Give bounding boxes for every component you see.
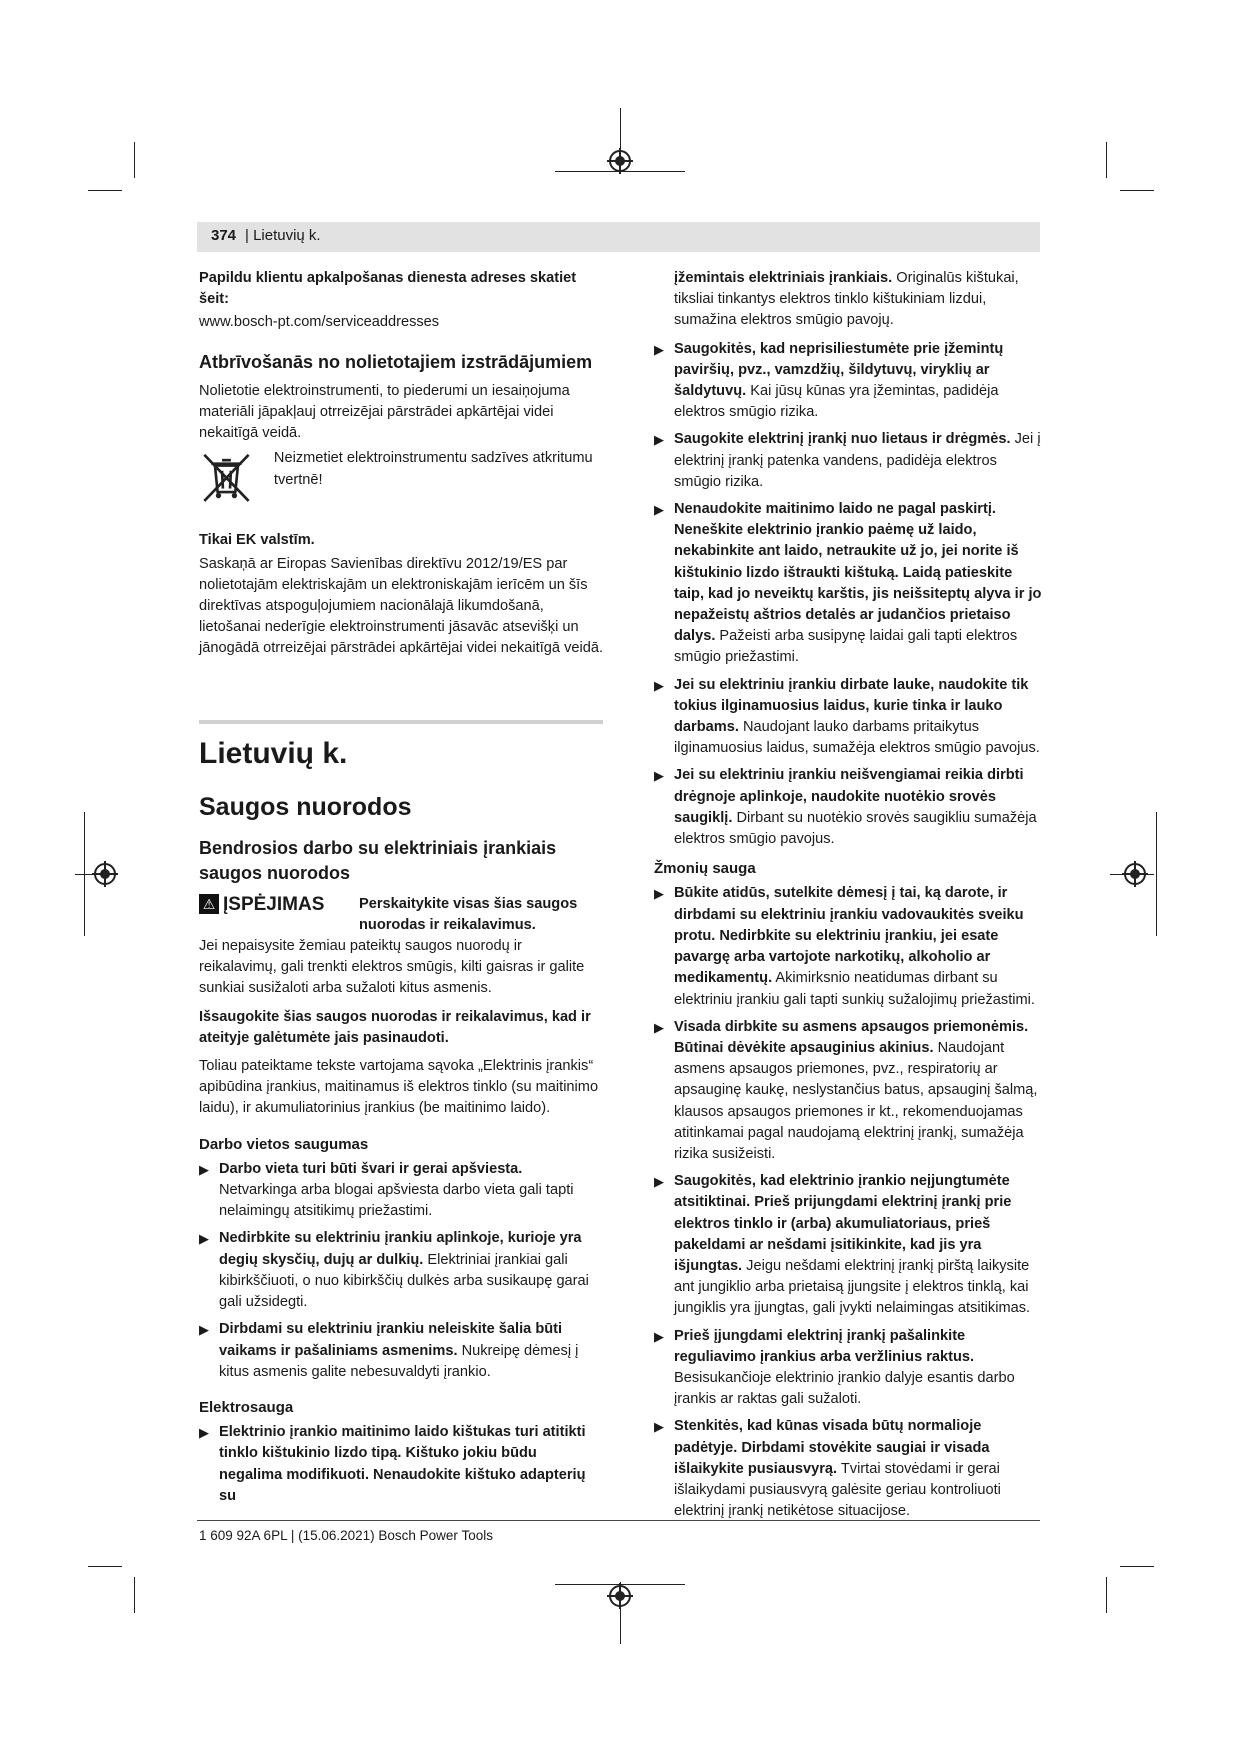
bullet-arrow-icon: ▶ [199, 1161, 209, 1177]
bullet-arrow-icon: ▶ [654, 886, 664, 902]
list-item [199, 1319, 603, 1383]
registration-line [1156, 812, 1157, 936]
list-item [654, 1171, 1042, 1319]
item-text: Elektriniai įrankiai gali kibirkščiuoti, o nuo kibirkščių dulkės arba susikaupę garai gali užsidegti. [219, 1251, 589, 1311]
service-url: www.bosch-pt.com/serviceaddresses [199, 314, 440, 331]
bullet-arrow-icon: ▶ [654, 677, 664, 693]
bullet-arrow-icon: ▶ [654, 502, 664, 518]
crop-mark [88, 1566, 122, 1567]
page-header [197, 222, 1040, 252]
item-bold: Jei su elektriniu įrankiu dirbate lauke, naudokite tik tokius ilginamuosius laidus, kurie tinka ir lauko darbams. [674, 676, 1029, 736]
registration-mark-icon [1124, 863, 1146, 885]
crop-mark [134, 142, 135, 178]
section-divider [199, 720, 603, 724]
registration-mark-icon [609, 150, 631, 172]
bullet-arrow-icon: ▶ [199, 1322, 209, 1338]
item-bold: Visada dirbkite su asmens apsaugos priemonėmis. Būtinai dėvėkite apsauginius akinius. [674, 1018, 1029, 1056]
item-text: Naudojant lauko darbams pritaikytus ilginamuosius laidus, sumažėja elektros smūgio pavojus. [674, 719, 1040, 757]
personal-safety-heading: Žmonių sauga [654, 860, 756, 878]
list-item [654, 1017, 1042, 1165]
list-item [654, 1326, 1042, 1411]
bullet-arrow-icon: ▶ [654, 341, 664, 357]
registration-mark-icon [94, 863, 116, 885]
list-item [654, 675, 1042, 760]
item-text: Kai jūsų kūnas yra įžemintas, padidėja elektros smūgio rizika. [674, 383, 999, 421]
list-item [199, 1422, 603, 1507]
item-text: Naudojant asmens apsaugos priemones, pvz., respiratorių ar apsauginę kaukę, neslystančius batus, apsauginį šalmą, klausos apsaugos priemones ir kt., rekomenduojamas atitinkamai pagal naudojamą elektrinį įrankį, sumažėja rizika susižeisti. [674, 1039, 1038, 1162]
bullet-arrow-icon: ▶ [199, 1231, 209, 1247]
warning-block [199, 894, 603, 936]
keep-instructions: Išsaugokite šias saugos nuorodas ir reikalavimus, kad ir ateityje galėtumėte jais pasinaudoti. [199, 1008, 591, 1046]
item-text: Nukreipę dėmesį į kitus asmenis galite nebesuvaldyti įrankio. [219, 1342, 579, 1380]
bullet-arrow-icon: ▶ [654, 1328, 664, 1344]
bullet-arrow-icon: ▶ [199, 1425, 209, 1441]
warning-label [199, 894, 359, 915]
registration-mark-icon [609, 1585, 631, 1607]
item-bold: Būkite atidūs, sutelkite dėmesį į tai, ką darote, ir dirbdami su elektriniu įrankiu vadovaukitės sveiku protu. Nedirbkite su elektriniu įrankiu, jei esate pavargę arba vartojote narkotikų, alkoholio ar medikamentų. [674, 885, 1024, 987]
list-item [654, 765, 1042, 850]
crop-mark [88, 190, 122, 191]
term-definition: Toliau pateiktame tekste vartojama sąvoka „Elektrinis įrankis“ apibūdina įrankius, maitinamus iš elektros tinklo (su maitinimo laidu), ir akumuliatorinius įrankius (be maitinimo laido). [199, 1058, 599, 1117]
warning-text: Jei nepaisysite žemiau pateiktų saugos nuorodų ir reikalavimų, gali trenkti elektros smūgis, kilti gaisras ir galite sunkiai susižaloti arba sužaloti kitus asmenis. [199, 938, 585, 997]
general-safety-title: Bendrosios darbo su elektriniais įrankiais saugos nuorodos [199, 837, 557, 883]
item-bold: Saugokitės, kad elektrinio įrankio neįjungtumėte atsitiktinai. Prieš prijungdami elektrinį įrankį prie elektros tinklo ir (arba) akumuliatoriaus, prieš pakeldami ar nešdami įsitikinkite, kad jis yra išjungtas. [674, 1173, 1012, 1274]
item-bold: Nedirbkite su elektriniu įrankiu aplinkoje, kurioje yra degių skysčių, dujų ar dulkių. [219, 1230, 582, 1268]
item-bold: įžemintais elektriniais įrankiais. [674, 270, 893, 286]
list-item [654, 499, 1042, 669]
list-item [654, 1416, 1042, 1522]
safety-title: Saugos nuorodos [199, 792, 412, 821]
warning-label-text: ĮSPĖJIMAS [223, 893, 325, 915]
bullet-arrow-icon: ▶ [654, 1019, 664, 1035]
item-bold: Prieš įjungdami elektrinį įrankį pašalinkite reguliavimo įrankius arba veržlinius raktus. [674, 1327, 975, 1365]
bullet-arrow-icon: ▶ [654, 1419, 664, 1435]
left-column [199, 268, 603, 1513]
service-heading: Papildu klientu apkalpošanas dienesta adreses skatiet šeit: [199, 270, 577, 308]
item-bold: Dirbdami su elektriniu įrankiu neleiskite šalia būti vaikams ir pašaliniams asmenims. [219, 1321, 563, 1359]
item-text: Pažeisti arba susipynę laidai gali tapti elektros smūgio priežastimi. [674, 628, 1018, 666]
list-item [654, 339, 1042, 424]
list-item [199, 1228, 603, 1313]
page-footer: 1 609 92A 6PL | (15.06.2021) Bosch Power Tools [199, 1528, 493, 1543]
item-text: Besisukančioje elektrinio įrankio dalyje esantis darbo įrankis ar raktas gali sužaloti. [674, 1369, 1015, 1408]
item-text: Netvarkinga arba blogai apšviesta darbo vieta gali tapti nelaimingų atsitikimų priežastimi. [219, 1182, 574, 1220]
crop-mark [1106, 1577, 1107, 1613]
list-item [654, 429, 1042, 493]
crop-mark [1120, 1566, 1154, 1567]
item-text: Tvirtai stovėdami ir gerai išlaikydami pusiausvyrą galėsite geriau kontroliuoti elektrinį įrankį netikėtose situacijose. [674, 1460, 1001, 1520]
item-bold: Nenaudokite maitinimo laido ne pagal paskirtį. Neneškite elektrinio įrankio paėmę už laido, nekabinkite ant laido, netraukite už jo, jei norite iš kištukinio lizdo ištraukti kištuką. Laidą patieskite taip, kad jo neveiktų karštis, jis neišsiteptų alyva ir jo nepažeistų aštrios detalės ar judančios prietaiso dalys. [674, 501, 1042, 645]
item-bold: Saugokitės, kad neprisiliestumėte prie įžemintų paviršių, pvz., vamzdžių, šildytuvų, viryklių ar šaldytuvų. [674, 340, 1004, 400]
warning-bold: Perskaitykite visas šias saugos nuorodas ir reikalavimus. [359, 895, 578, 933]
eu-heading: Tikai EK valstīm. [199, 532, 315, 549]
disposal-text: Nolietotie elektroinstrumenti, to piederumi un iesaiņojuma materiāli jāpakļauj otrreizējai pārstrādei apkārtējai videi nekaitīgā veidā. [199, 382, 570, 442]
crossed-bin-icon [199, 446, 254, 508]
item-bold: Darbo vieta turi būti švari ir gerai apšviesta. [219, 1160, 523, 1177]
item-text: Akimirksnio neatidumas dirbant su elektriniu įrankiu gali tapti sunkių sužalojimų priežastimi. [674, 970, 1035, 1008]
item-bold: Saugokite elektrinį įrankį nuo lietaus ir drėgmės. [674, 431, 1011, 448]
work-area-heading: Darbo vietos saugumas [199, 1135, 369, 1153]
list-item [654, 883, 1042, 1010]
item-bold: Jei su elektriniu įrankiu neišvengiamai reikia dirbti drėgnoje aplinkoje, naudokite nuotėkio srovės saugiklį. [674, 767, 1024, 826]
bullet-arrow-icon: ▶ [654, 768, 664, 784]
item-text: Originalūs kištukai, tiksliai tinkantys elektros tinklo kištukiniam lizdui, sumažina elektros smūgio pavojų. [674, 270, 1019, 329]
item-text: Dirbant su nuotėkio srovės saugikliu sumažėja elektros smūgio pavojus. [674, 809, 1037, 848]
language-title: Lietuvių k. [199, 736, 348, 770]
weee-text: Neizmetiet elektroinstrumentu sadzīves atkritumu tvertnē! [273, 450, 593, 488]
right-column [654, 268, 1042, 1528]
item-text: Jeigu nešdami elektrinį įrankį pirštą laikysite ant jungiklio arba prietaisą įjungsite į elektros tinklą, kai jungiklis yra įjungtas, gali įvykti nelaimingas atsitikimas. [674, 1257, 1031, 1317]
weee-block [199, 446, 603, 508]
eu-text: Saskaņā ar Eiropas Savienības direktīvu 2012/19/ES par nolietotajām elektriskajām un elektroniskajām ierīcēm un šīs direktīvas atspoguļojumiem nacionālajā likumdošanā, lietošanai nederīgie elektroinstrumenti jāsavāc atsevišķi un jānogādā otrreizējai pārstrādei apkārtējai videi nekaitīgā veidā. [199, 555, 604, 657]
crop-mark [134, 1577, 135, 1613]
bullet-arrow-icon: ▶ [654, 1174, 664, 1190]
section-name: | Lietuvių k. [245, 227, 321, 244]
disposal-heading: Atbrīvošanās no nolietotajiem izstrādājumiem [199, 351, 593, 372]
page-number: 374 [211, 227, 237, 244]
electrical-heading: Elektrosauga [199, 1398, 294, 1416]
list-item [199, 1159, 603, 1223]
crop-mark [1120, 190, 1154, 191]
item-bold: Elektrinio įrankio maitinimo laido kištukas turi atitikti tinklo kištukinio lizdo tipą. Kištuko jokiu būdu negalima modifikuoti. Nenaudokite kištuko adapterių su [219, 1424, 586, 1504]
warning-triangle-icon: ⚠ [199, 894, 219, 914]
item-bold: Stenkitės, kad kūnas visada būtų normalioje padėtyje. Dirbdami stovėkite saugiai ir visada išlaikykite pusiausvyrą. [674, 1418, 990, 1477]
item-text: Jei į elektrinį įrankį patenka vandens, padidėja elektros smūgio rizika. [674, 431, 1041, 490]
bullet-arrow-icon: ▶ [654, 432, 664, 448]
crop-mark [1106, 142, 1107, 178]
footer-divider [197, 1520, 1040, 1521]
continued-item [654, 268, 1042, 332]
